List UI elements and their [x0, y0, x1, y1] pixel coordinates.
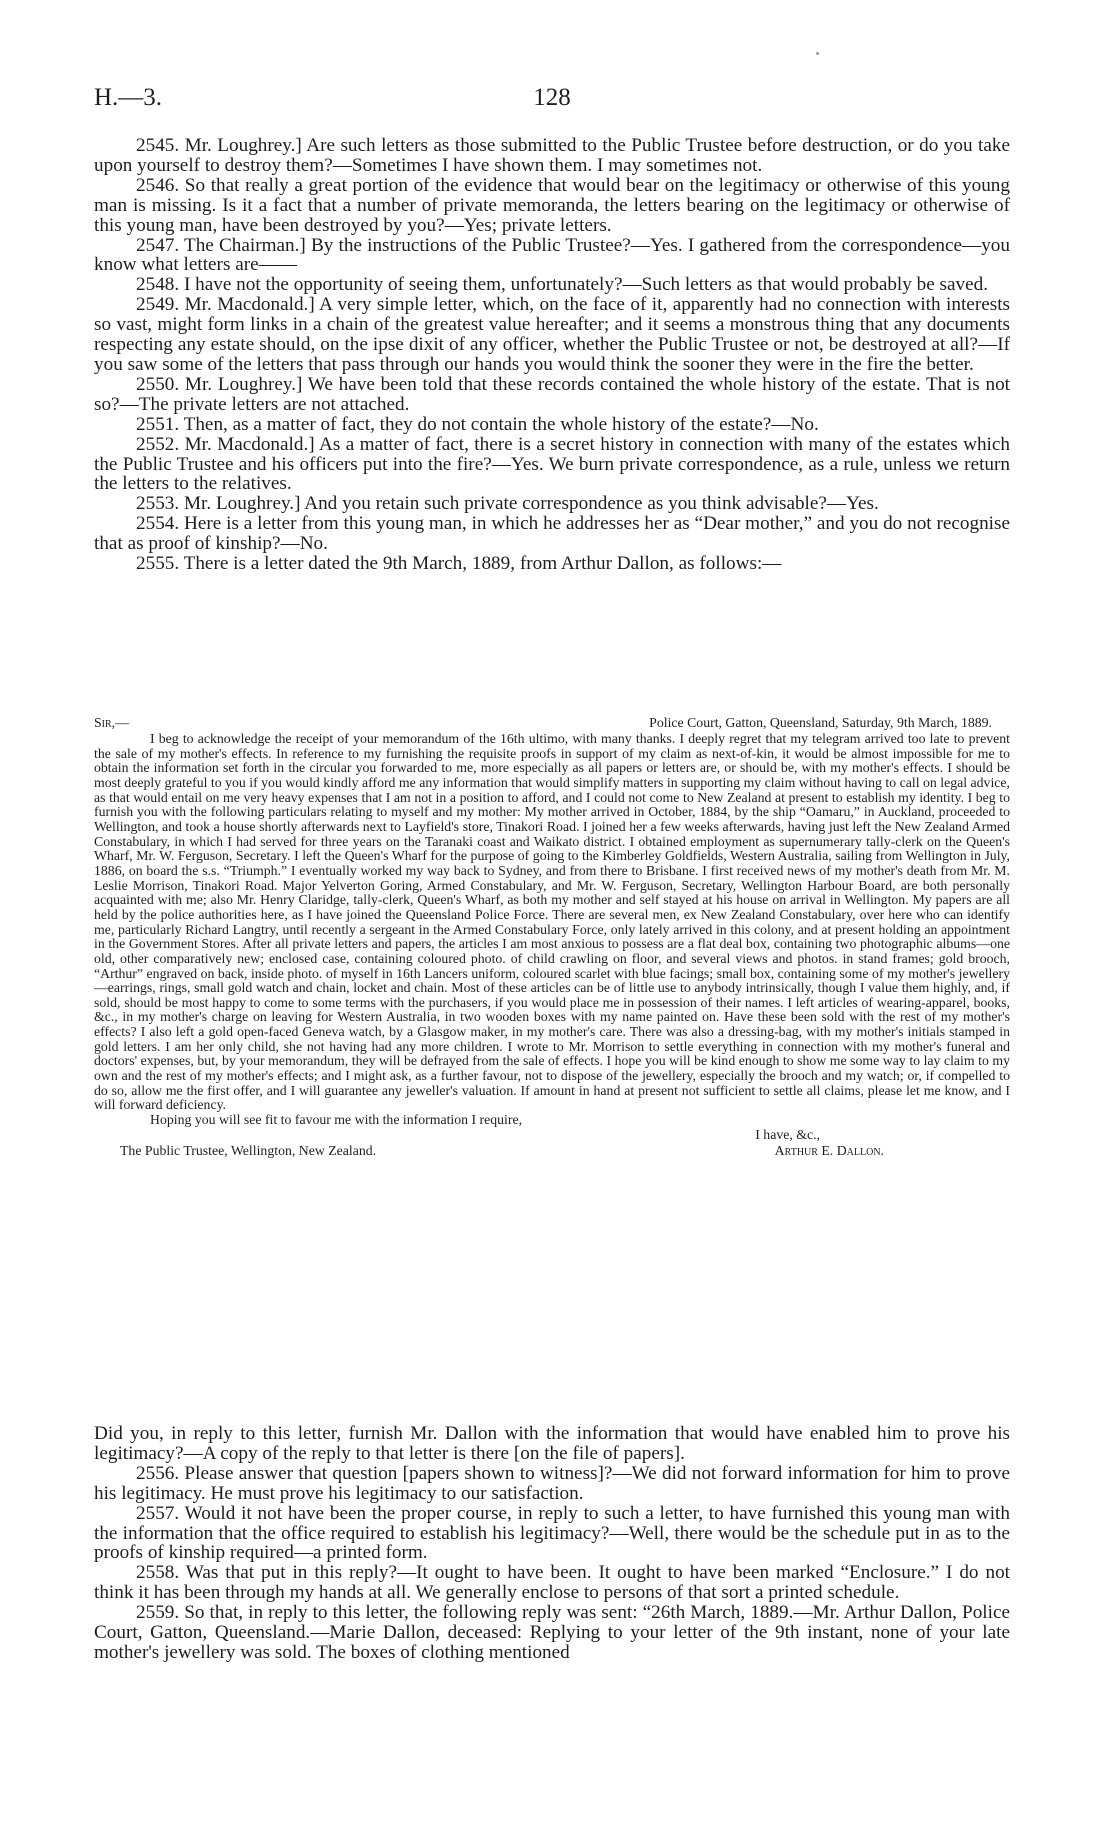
letter-addressee: The Public Trustee, Wellington, New Zealand.: [120, 1142, 377, 1158]
evidence-upper-section: [94, 136, 1010, 574]
paragraph-2548: 2548. I have not the opportunity of seeing them, unfortunately?—Such letters as that would probably be saved.: [136, 274, 989, 296]
paragraph-2554: 2554. Here is a letter from this young man, in which he addresses her as “Dear mother,” and you do not recognise that as proof of kinship?—No.: [94, 513, 1010, 555]
page-mark: [816, 52, 819, 55]
letter-place-date: Police Court, Gatton, Queensland, Saturday, 9th March, 1889.: [649, 715, 992, 730]
letter-closing: Hoping you will see fit to favour me with the information I require,: [150, 1112, 523, 1128]
paragraph-2546: 2546. So that really a great portion of the evidence that would bear on the legitimacy or otherwise of this young man is missing. Is it a fact that a number of private memoranda, the letters bearing on the legitimacy or otherwise of this young man, have been destroyed by you?—Yes; private letters.: [94, 174, 1010, 236]
paragraph-2559: 2559. So that, in reply to this letter, the following reply was sent: “26th March, 1889.—Mr. Arthur Dallon, Police Court, Gatton, Queensland.—Marie Dallon, deceased: Replying to your letter of the 9th instant, none of your late mother's jewellery was sold. The boxes of clothing mentioned: [94, 1602, 1010, 1663]
document-reference: H.—3.: [94, 84, 163, 111]
paragraph-2556: 2556. Please answer that question [papers shown to witness]?—We did not forward information for him to prove his legitimacy. He must prove his legitimacy to our satisfaction.: [94, 1462, 1010, 1504]
paragraph-2550: 2550. Mr. Loughrey.] We have been told that these records contained the whole history of the estate. That is not so?—The private letters are not attached.: [94, 373, 1010, 415]
paragraph-2555-continued: Did you, in reply to this letter, furnish Mr. Dallon with the information that would have enabled him to prove his legitimacy?—A copy of the reply to that letter is there [on the file of papers].: [94, 1423, 1010, 1464]
letter-signature-block: [94, 1128, 1010, 1159]
paragraph-2547: 2547. The Chairman.] By the instructions of the Public Trustee?—Yes. I gathered from the correspondence—you know what letters are——: [94, 234, 1010, 276]
letter-body: I beg to acknowledge the receipt of your memorandum of the 16th ultimo, with many thanks. I deeply regret that my telegram arrived too late to prevent the sale of my mother's effects. In reference to my furnishing the requisite proofs in support of my claim as next-of-kin, it would be almost impossible for me to obtain the information set forth in the circular you forwarded to me, more especially as all papers or letters are, or should be, with my mother's effects. I should be most deeply grateful to you if you would kindly afford me any information that would simplify matters in supporting my claim without having to call on legal advice, as that would entail on me very heavy expenses that I am not in a position to afford, and I could not come to New Zealand at present to establish my identity. I beg to furnish you with the following particulars relating to myself and my mother: My mother arrived in October, 1884, by the ship “Oamaru,” in Auckland, proceeded to Wellington, and took a house shortly afterwards next to Layfield's store, Tinakori Road. I joined her a few weeks afterwards, having just left the New Zealand Armed Constabulary, in which I had served for three years on the Taranaki coast and Waikato district. I obtained employment as supernumerary tally-clerk on the Queen's Wharf, Mr. W. Ferguson, Secretary. I left the Queen's Wharf for the purpose of going to the Kimberley Goldfields, Western Australia, sailing from Wellington in July, 1886, on board the s.s. “Triumph.” I eventually worked my way back to Sydney, and from there to Brisbane. I first received news of my mother's death from Mr. M. Leslie Morrison, Tinakori Road. Major Yelverton Goring, Armed Constabulary, and Mr. W. Ferguson, Secretary, Wellington Harbour Board, are both personally acquainted with me; also Mr. Henry Claridge, tally-clerk, Queen's Wharf, as both my mother and self stayed at his house on arrival in Wellington. My papers are all held by the police authorities here, as I have joined the Queensland Police Force. There are several men, ex New Zealand Constabulary, over here who can identify me, particularly Richard Langtry, until recently a sergeant in the Armed Constabulary Force, only lately arrived in this colony, and at present holding an appointment in the Government Stores. After all private letters and papers, the articles I am most anxious to possess are a flat deal box, containing two photographic albums—one old, other comparatively new; enclosed case, containing coloured photo. of child crawling on floor, and several views and photos. in stand frames; gold brooch, “Arthur” engraved on back, inside photo. of myself in 16th Lancers uniform, coloured scarlet with blue facings; small box, containing some of my mother's jewellery—earrings, rings, small gold watch and chain, locket and chain. Most of these articles can be of little use to anybody intrinsically, though I value them highly, and, if sold, should be most happy to come to some terms with the purchasers, if you would place me in possession of their names. I left articles of wearing-apparel, books, &c., in my mother's charge on leaving for Western Australia, in two wooden boxes with my name painted on. Have these been sold with the rest of my mother's effects? I also left a gold open-faced Geneva watch, by a Glasgow maker, in my mother's care. There was also a dressing-bag, with my mother's initials stamped in gold letters. I am her only child, she not having had any more children. I wrote to Mr. Morrison to settle everything in connection with my mother's funeral and doctors' expenses, but, by your memorandum, they will be defrayed from the sale of effects. I hope you will be kind enough to show me some way to lay claim to my own and the rest of my mother's effects; and I might ask, as a further favour, not to dispose of the jewellery, especially the brooch and my watch; or, if compelled to do so, allow me the first offer, and I will guarantee any jeweller's valuation. If amount in hand at present not sufficient to settle all claims, please let me know, and I will forward deficiency.: [94, 731, 1010, 1113]
letter-salutation: Sir,—: [94, 715, 129, 730]
evidence-lower-section: [94, 1424, 1010, 1663]
paragraph-2555: 2555. There is a letter dated the 9th March, 1889, from Arthur Dallon, as follows:—: [136, 553, 782, 575]
quoted-letter: [94, 716, 1010, 1159]
paragraph-2558: 2558. Was that put in this reply?—It ought to have been. It ought to have been marked “Enclosure.” I do not think it has been through my hands at all. We generally enclose to persons of that sort a printed schedule.: [94, 1562, 1010, 1604]
letter-sign-off: I have, &c.,: [755, 1126, 820, 1142]
paragraph-2553: 2553. Mr. Loughrey.] And you retain such private correspondence as you think advisable?—Yes.: [136, 493, 879, 515]
letter-heading: [94, 716, 1010, 732]
paragraph-2557: 2557. Would it not have been the proper course, in reply to such a letter, to have furnished this young man with the information that the office required to establish his legitimacy?—Well, there would be the schedule put in as to the proofs of kinship required—a printed form.: [94, 1502, 1010, 1564]
paragraph-2551: 2551. Then, as a matter of fact, they do not contain the whole history of the estate?—No.: [136, 413, 819, 435]
letter-signature: Arthur E. Dallon.: [774, 1142, 884, 1158]
page-header: [94, 84, 1010, 114]
paragraph-2545: 2545. Mr. Loughrey.] Are such letters as those submitted to the Public Trustee before destruction, or do you take upon yourself to destroy them?—Sometimes I have shown them. I may sometimes not.: [94, 135, 1010, 176]
paragraph-2549: 2549. Mr. Macdonald.] A very simple letter, which, on the face of it, apparently had no connection with interests so vast, might form links in a chain of the greatest value hereafter; and it seems a monstrous thing that any documents respecting any estate should, on the ipse dixit of any officer, whether the Public Trustee or not, be destroyed at all?—If you saw some of the letters that pass through our hands you would think the sooner they were in the fire the better.: [94, 294, 1010, 375]
paragraph-2552: 2552. Mr. Macdonald.] As a matter of fact, there is a secret history in connection with many of the estates which the Public Trustee and his officers put into the fire?—Yes. We burn private correspondence, as a rule, unless we return the letters to the relatives.: [94, 433, 1010, 495]
page-number: 128: [533, 84, 571, 111]
